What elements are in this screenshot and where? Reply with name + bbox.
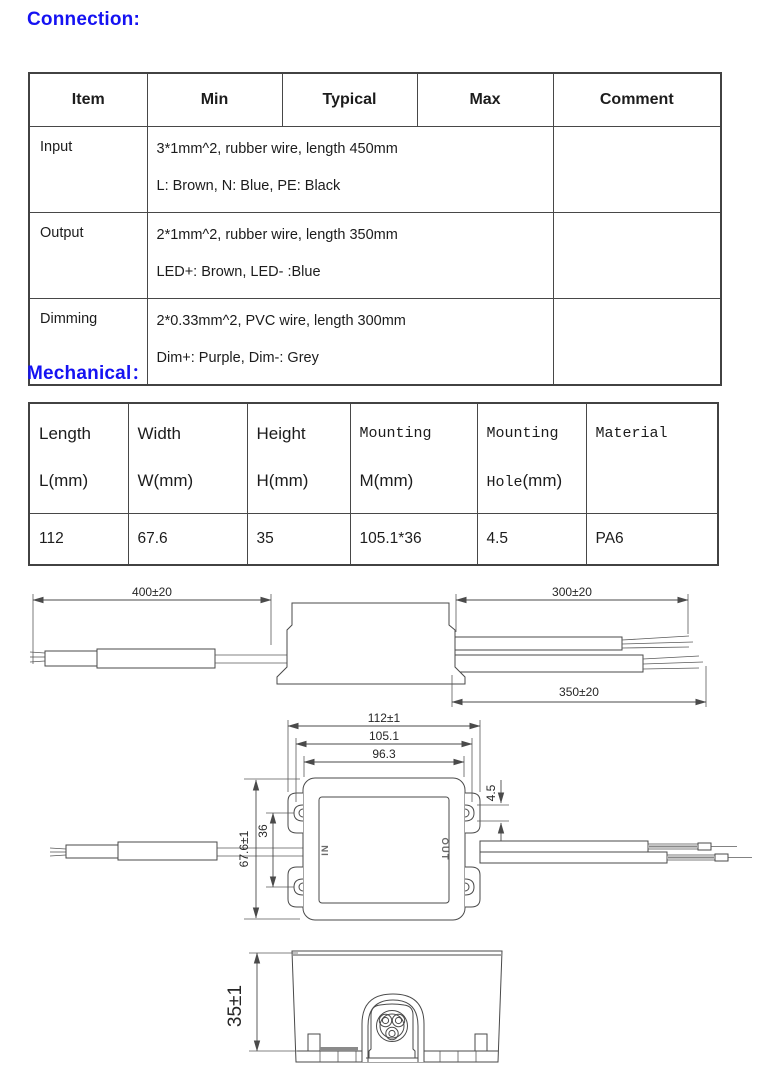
value-mounting: 105.1*36 xyxy=(350,514,477,566)
dimension-output-wire-top-length xyxy=(456,585,688,634)
col-header-item: Item xyxy=(29,73,147,127)
row-label-input: Input xyxy=(29,127,147,213)
col-header-max: Max xyxy=(417,73,553,127)
dim-label-105-1: 105.1 xyxy=(368,729,400,743)
top-view-drawing xyxy=(50,711,752,920)
cable-gland-arch xyxy=(362,994,424,1062)
value-width: 67.6 xyxy=(128,514,247,566)
dimming-spec-line2: Dim+: Purple, Dim-: Grey xyxy=(156,350,319,366)
dimming-spec-line1: 2*0.33mm^2, PVC wire, length 300mm xyxy=(156,313,406,329)
mounting-ear-bottom-right xyxy=(465,867,480,907)
dim-label-35: 35±1 xyxy=(225,984,246,1028)
col-header-height: Height H(mm) xyxy=(247,403,350,514)
mechanical-section-heading: Mechanical： xyxy=(27,363,151,384)
col-header-mounting-hole: Mounting Hole(mm) xyxy=(477,403,586,514)
input-spec-line1: 3*1mm^2, rubber wire, length 450mm xyxy=(156,141,398,157)
out-label: OUT xyxy=(439,837,450,861)
side-view-drawing xyxy=(30,585,706,707)
dimension-inner-length xyxy=(304,747,464,777)
end-view-drawing xyxy=(225,951,502,1062)
dim-label-350: 350±20 xyxy=(559,685,599,699)
input-wire-side xyxy=(30,649,287,668)
input-spec-line2: L: Brown, N: Blue, PE: Black xyxy=(156,178,341,194)
dim-label-300: 300±20 xyxy=(552,585,592,599)
value-length: 112 xyxy=(29,514,128,566)
col-header-typical: Typical xyxy=(282,73,417,127)
value-height: 35 xyxy=(247,514,350,566)
connection-section-heading: Connection: xyxy=(27,9,141,30)
col-header-material: Material xyxy=(586,403,718,514)
col-header-length: Length L(mm) xyxy=(29,403,128,514)
dim-label-400: 400±20 xyxy=(132,585,172,599)
row-label-output: Output xyxy=(29,213,147,299)
dim-label-96-3: 96.3 xyxy=(372,747,396,761)
col-header-mounting: Mounting M(mm) xyxy=(350,403,477,514)
value-mounting-hole: 4.5 xyxy=(477,514,586,566)
dimension-body-height xyxy=(225,953,298,1051)
base-strip xyxy=(320,1047,358,1051)
col-header-min: Min xyxy=(147,73,282,127)
dim-label-67-6: 67.6±1 xyxy=(237,830,251,868)
dim-label-112: 112±1 xyxy=(367,711,401,725)
value-material: PA6 xyxy=(586,514,718,566)
col-header-comment: Comment xyxy=(553,73,721,127)
mounting-ear-top-right xyxy=(465,793,480,833)
col-header-width: Width W(mm) xyxy=(128,403,247,514)
row-label-dimming: Dimming xyxy=(29,299,147,386)
dim-label-4-5: 4.5 xyxy=(484,784,498,802)
input-wire-top xyxy=(50,842,303,860)
output-spec-line2: LED+: Brown, LED- :Blue xyxy=(156,264,321,280)
dimension-mounting-hole xyxy=(477,780,509,841)
in-label: IN xyxy=(320,844,331,856)
driver-body-side xyxy=(277,603,465,684)
output-wires-side xyxy=(455,636,703,672)
dim-label-36: 36 xyxy=(256,824,270,838)
output-spec-line1: 2*1mm^2, rubber wire, length 350mm xyxy=(156,227,398,243)
output-wires-top xyxy=(480,841,752,863)
